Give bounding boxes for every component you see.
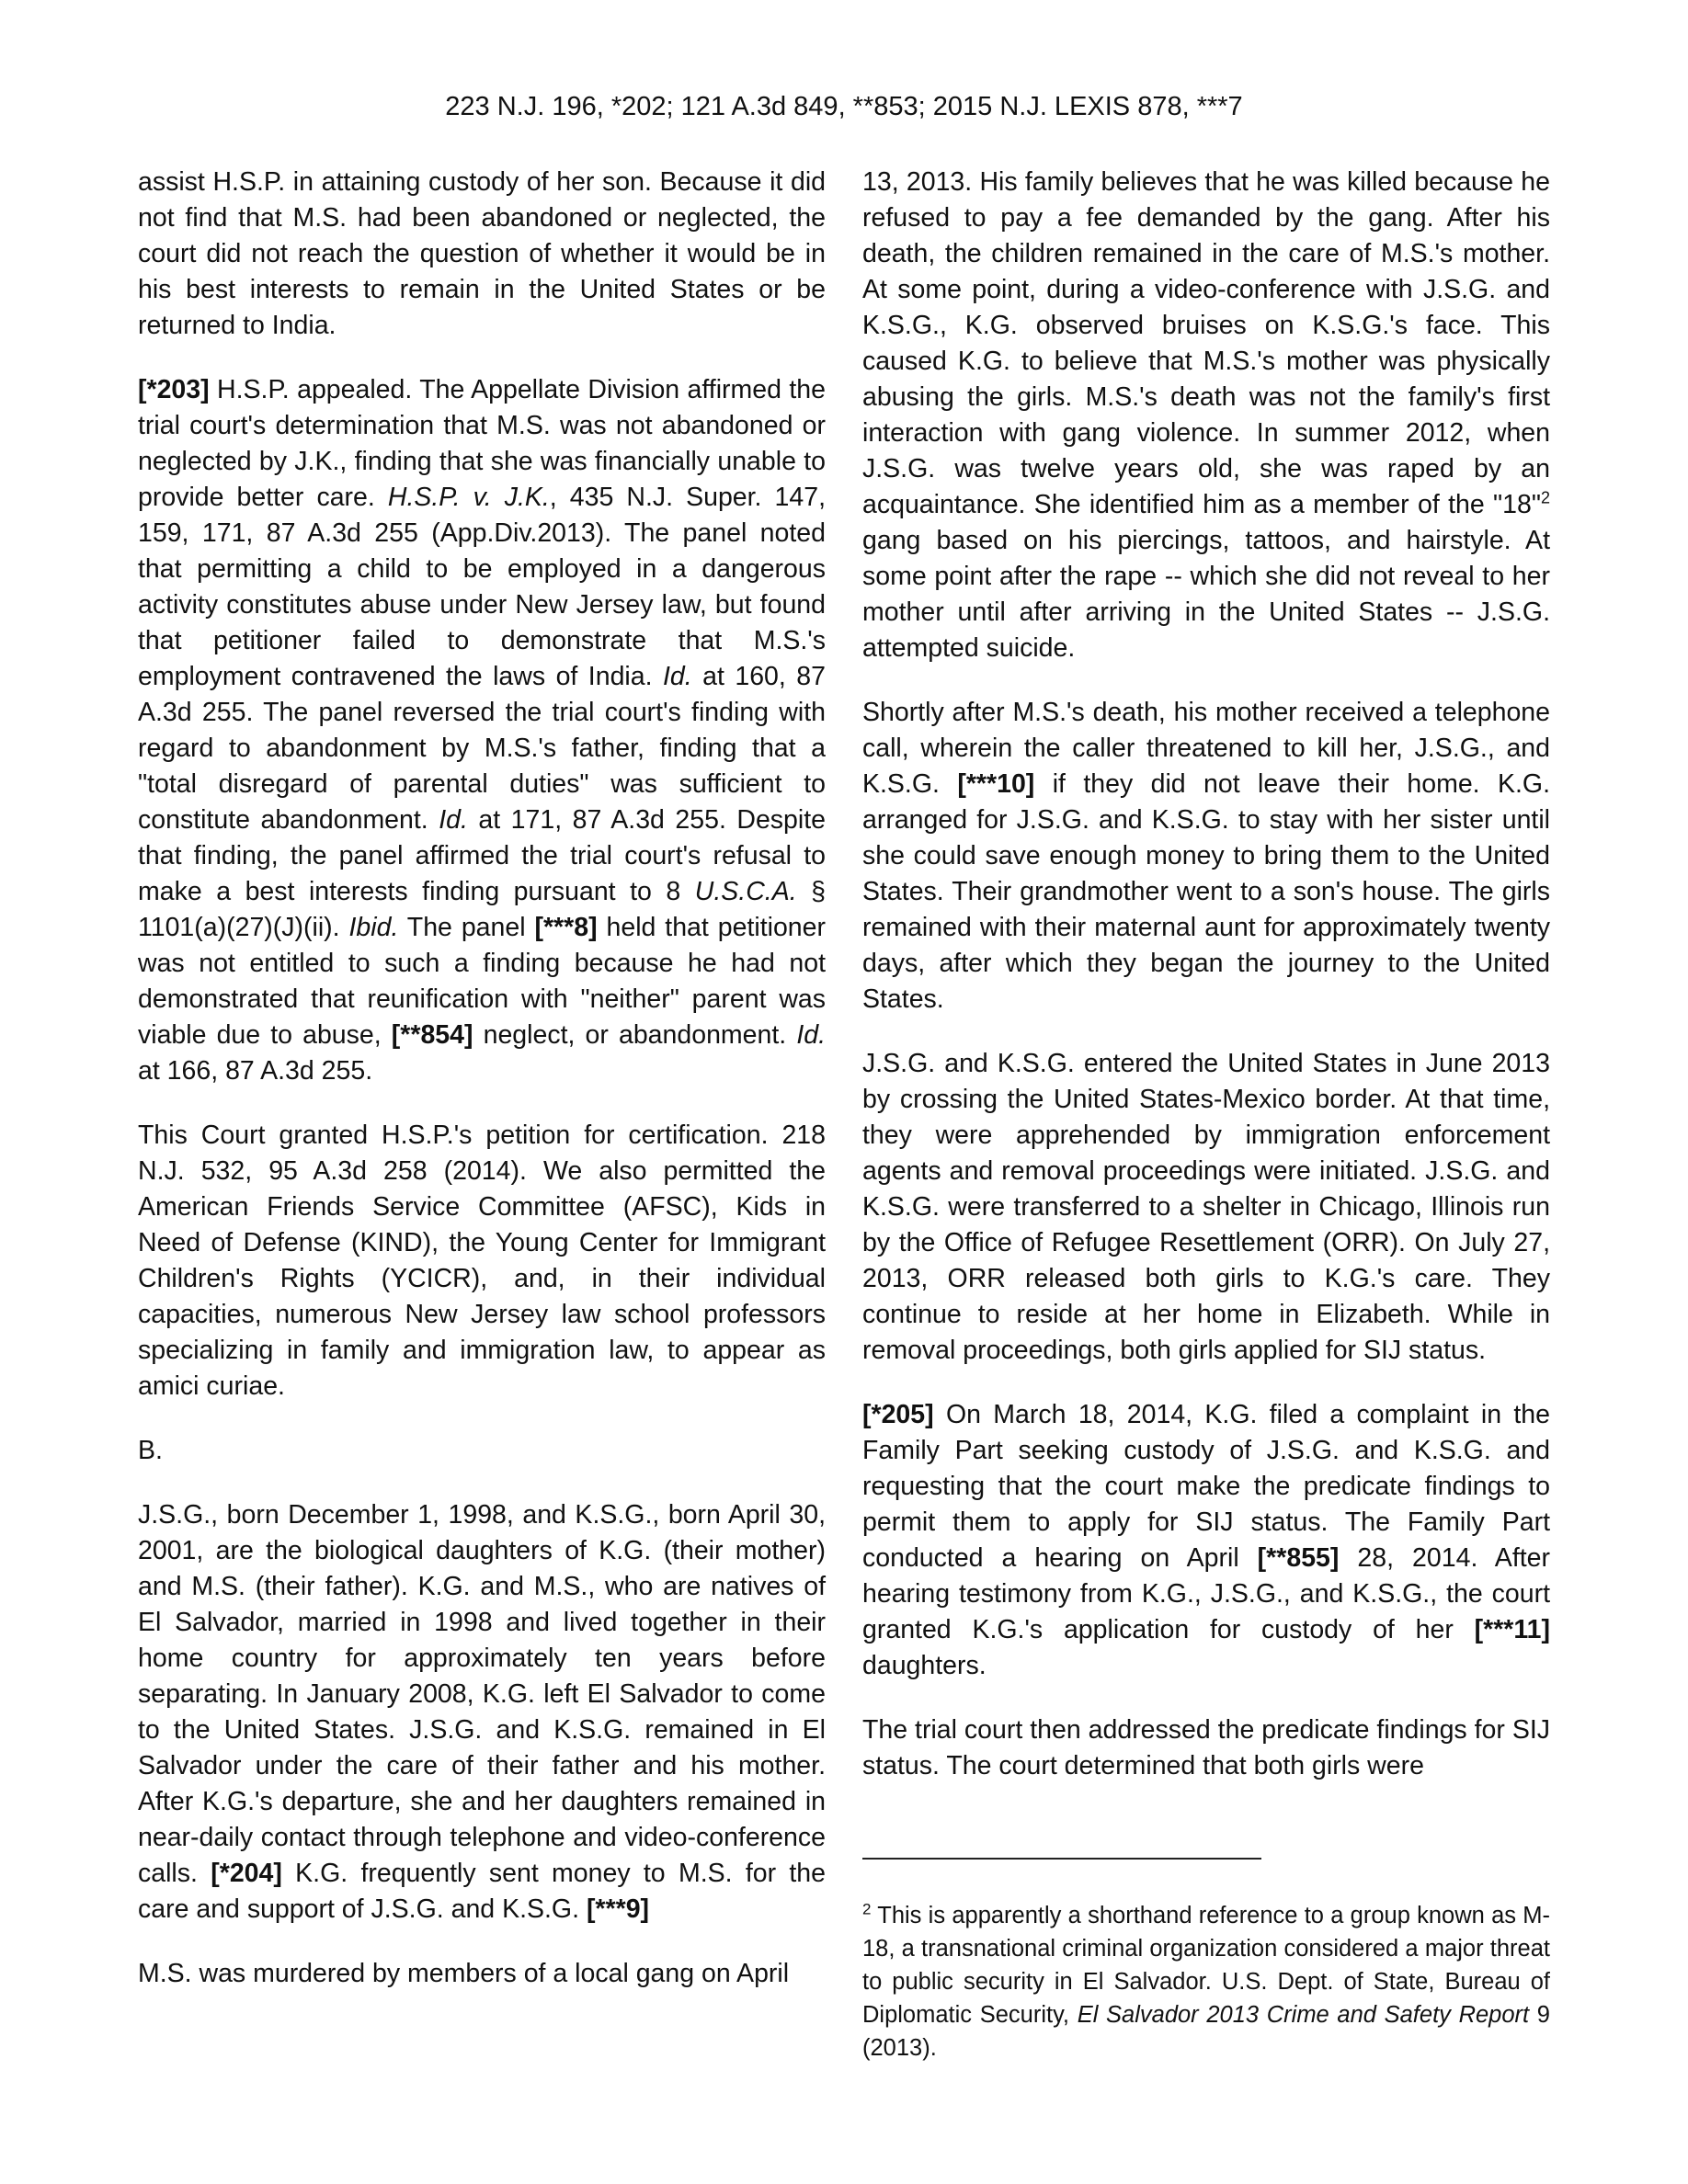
footnote: $^2$ This is apparently a shorthand reference to a group known as M-18, a transnational criminal organization considered a major threat to public security in El Salvador. U.S. Dept. of State, Bureau of Diplomatic Security, El Salvador 2013 Crime and Safety Report 9 (2013). (862, 1900, 1550, 2061)
paragraph: This Court granted H.S.P.'s petition for certification. 218 N.J. 532, 95 A.3d 258 (2014). We also permitted the American Friends Service Committee (AFSC), Kids in Need of Defense (KIND), the Young Center for Immigrant Children's Rights (YCICR), and, in their individual capacities, numerous New Jersey law school professors specializing in family and immigration law, to appear as amici curiae. (138, 1120, 826, 1401)
star-page-marker: [***11] (1474, 1615, 1550, 1644)
paragraph: J.S.G., born December 1, 1998, and K.S.G., born April 30, 2001, are the biological daughters of K.G. (their mother) and M.S. (their father). K.G. and M.S., who are natives of El Salvador, married in 1998 and lived together in their home country for approximately ten years before separating. In January 2008, K.G. left El Salvador to come to the United States. J.S.G. and K.S.G. remained in El Salvador under the care of their father and his mother. After K.G.'s departure, she and her daughters remained in near-daily contact through telephone and video-conference calls. [*204] K.G. frequently sent money to M.S. for the care and support of J.S.G. and K.S.G. [***9] (138, 1500, 826, 1924)
section-heading: B. (138, 1436, 163, 1465)
star-page-marker: [***10] (957, 769, 1035, 799)
footnote-divider (862, 1858, 1261, 1860)
footnote-number: 2 (862, 1900, 872, 1918)
footnote-reference[interactable]: 2 (1540, 488, 1550, 507)
paragraph: assist H.S.P. in attaining custody of her son. Because it did not find that M.S. had been abandoned or neglected, the court did not reach the question of whether it would be in his best interests to remain in the United States or be returned to India. (138, 167, 826, 340)
paragraph: M.S. was murdered by members of a local gang on April (138, 1959, 790, 1988)
right-column (862, 165, 1550, 1813)
star-page-marker: [*204] (211, 1859, 282, 1888)
paragraph: Shortly after M.S.'s death, his mother received a telephone call, wherein the caller threatened to kill her, J.S.G., and K.S.G. [***10] if they did not leave their home. K.G. arranged for J.S.G. and K.S.G. to stay with her sister until she could save enough money to bring them to the United States. Their grandmother went to a son's house. The girls remained with their maternal aunt for approximately twenty days, after which they began the journey to the United States. (862, 698, 1550, 1014)
left-column (138, 165, 826, 2020)
star-page-marker: [*205] (862, 1400, 934, 1429)
paragraph: J.S.G. and K.S.G. entered the United States in June 2013 by crossing the United States-Mexico border. At that time, they were apprehended by immigration enforcement agents and removal proceedings were initiated. J.S.G. and K.S.G. were transferred to a shelter in Chicago, Illinois run by the Office of Refugee Resettlement (ORR). On July 27, 2013, ORR released both girls to K.G.'s care. They continue to reside at her home in Elizabeth. While in removal proceedings, both girls applied for SIJ status. (862, 1049, 1550, 1365)
paragraph: [*203] H.S.P. appealed. The Appellate Division affirmed the trial court's determination that M.S. was not abandoned or neglected by J.K., finding that she was financially unable to provide better care. H.S.P. v. J.K., 435 N.J. Super. 147, 159, 171, 87 A.3d 255 (App.Div.2013). The panel noted that permitting a child to be employed in a dangerous activity constitutes abuse under New Jersey law, but found that petitioner failed to demonstrate that M.S.'s employment contravened the laws of India. Id. at 160, 87 A.3d 255. The panel reversed the trial court's finding with regard to abandonment by M.S.'s father, finding that a "total disregard of parental duties" was sufficient to constitute abandonment. Id. at 171, 87 A.3d 255. Despite that finding, the panel affirmed the trial court's refusal to make a best interests finding pursuant to 8 U.S.C.A. § 1101(a)(27)(J)(ii). Ibid. The panel [***8] held that petitioner was not entitled to such a finding because he had not demonstrated that reunification with "neither" parent was viable due to abuse, [**854] neglect, or abandonment. Id. at 166, 87 A.3d 255. (138, 375, 826, 1086)
paragraph: 13, 2013. His family believes that he was killed because he refused to pay a fee demanded by the gang. After his death, the children remained in the care of M.S.'s mother. At some point, during a video-conference with J.S.G. and K.S.G., K.G. observed bruises on K.S.G.'s face. This caused K.G. to believe that M.S.'s mother was physically abusing the girls. M.S.'s death was not the family's first interaction with gang violence. In summer 2012, when J.S.G. was twelve years old, she was raped by an acquaintance. She identified him as a member of the "18"$^2$ gang based on his piercings, tattoos, and hairstyle. At some point after the rape -- which she did not reveal to her mother until after arriving in the United States -- J.S.G. attempted suicide. (862, 167, 1550, 663)
star-page-marker: [*203] (138, 375, 210, 404)
case-citation: H.S.P. v. J.K. (387, 483, 550, 512)
star-page-marker: [**855] (1257, 1543, 1340, 1573)
paragraph: [*205] On March 18, 2014, K.G. filed a complaint in the Family Part seeking custody of J.S.G. and K.S.G. and requesting that the court make the predicate findings to permit them to apply for SIJ status. The Family Part conducted a hearing on April [**855] 28, 2014. After hearing testimony from K.G., J.S.G., and K.S.G., the court granted K.G.'s application for custody of her [***11] daughters. (862, 1400, 1550, 1680)
star-page-marker: [***8] (534, 913, 598, 942)
report-title: El Salvador 2013 Crime and Safety Report (1077, 2002, 1530, 2028)
star-page-marker: [**854] (391, 1020, 473, 1050)
star-page-marker: [***9] (586, 1894, 650, 1924)
page-header-citation: 223 N.J. 196, *202; 121 A.3d 849, **853; 2015 N.J. LEXIS 878, ***7 (445, 92, 1243, 121)
paragraph: The trial court then addressed the predicate findings for SIJ status. The court determined that both girls were (862, 1715, 1550, 1780)
